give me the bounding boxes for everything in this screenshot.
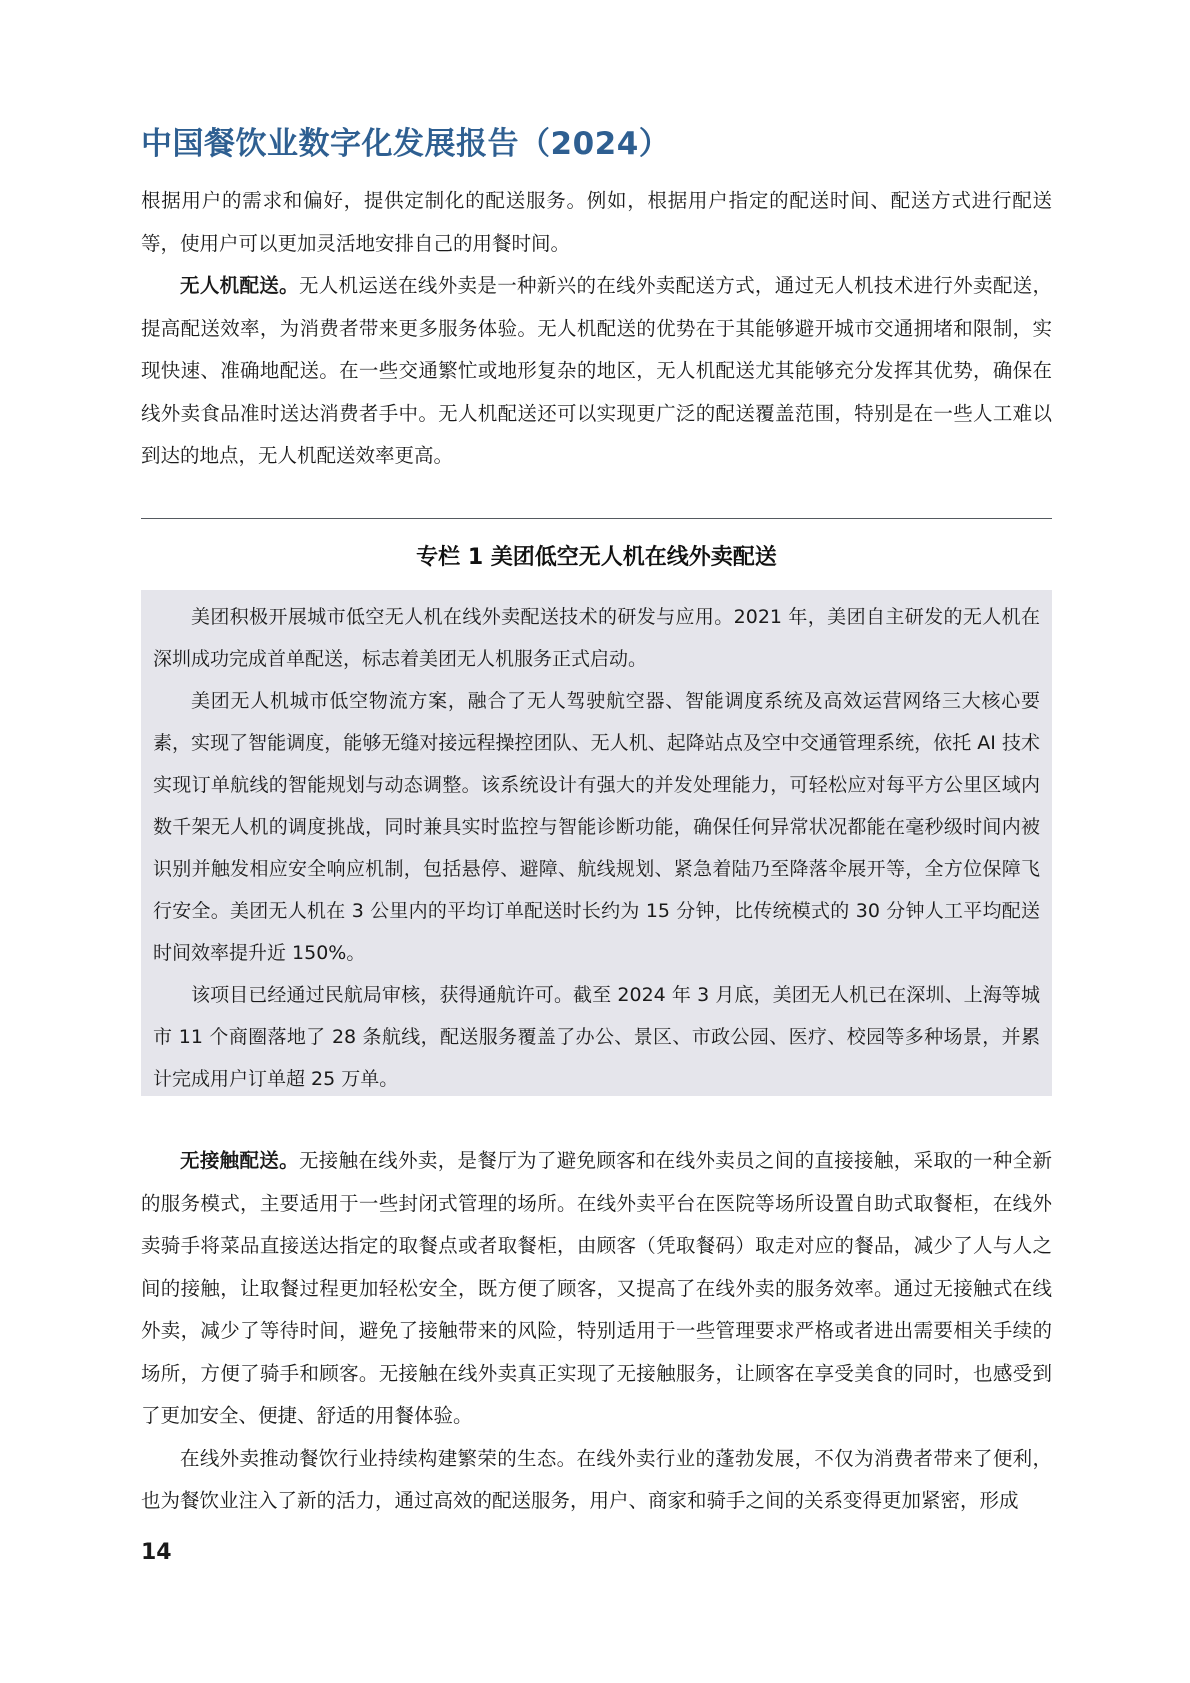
box-paragraph-1: 美团积极开展城市低空无人机在线外卖配送技术的研发与应用。2021 年，美团自主研发的无人机在深圳成功完成首单配送，标志着美团无人机服务正式启动。 bbox=[153, 606, 1040, 670]
paragraph-continuation: 根据用户的需求和偏好，提供定制化的配送服务。例如，根据用户指定的配送时间、配送方式进行配送等，使用户可以更加灵活地安排自己的用餐时间。 bbox=[141, 189, 1052, 255]
contactless-delivery-text: 无接触在线外卖，是餐厅为了避免顾客和在线外卖员之间的直接接触，采取的一种全新的服务模式，主要适用于一些封闭式管理的场所。在线外卖平台在医院等场所设置自助式取餐柜，在线外卖骑手将菜品直接送达指定的取餐点或者取餐柜，由顾客（凭取餐码）取走对应的餐品，减少了人与人之间的接触，让取餐过程更加轻松安全，既方便了顾客，又提高了在线外卖的服务效率。通过无接触式在线外卖，减少了等待时间，避免了接触带来的风险，特别适用于一些管理要求严格或者进出需要相关手续的场所，方便了骑手和顾客。无接触在线外卖真正实现了无接触服务，让顾客在享受美食的同时，也感受到了更加安全、便捷、舒适的用餐体验。 bbox=[141, 1149, 1052, 1427]
paragraph-ecosystem: 在线外卖推动餐饮行业持续构建繁荣的生态。在线外卖行业的蓬勃发展，不仅为消费者带来了便利，也为餐饮业注入了新的活力，通过高效的配送服务，用户、商家和骑手之间的关系变得更加紧密，形成 bbox=[141, 1446, 1052, 1512]
page-number: 14 bbox=[141, 1540, 172, 1565]
drone-delivery-heading: 无人机配送。 bbox=[180, 274, 299, 297]
sidebar-box-title: 专栏 1 美团低空无人机在线外卖配送 bbox=[416, 545, 777, 570]
contactless-delivery-heading: 无接触配送。 bbox=[180, 1149, 299, 1172]
sidebar-box bbox=[141, 590, 1052, 1096]
sidebar-box-top-rule bbox=[141, 518, 1052, 519]
page-header-title: 中国餐饮业数字化发展报告（2024） bbox=[141, 126, 671, 162]
paragraph-drone-delivery bbox=[141, 265, 1052, 478]
drone-delivery-text: 无人机运送在线外卖是一种新兴的在线外卖配送方式，通过无人机技术进行外卖配送，提高配送效率，为消费者带来更多服务体验。无人机配送的优势在于其能够避开城市交通拥堵和限制，实现快速、准确地配送。在一些交通繁忙或地形复杂的地区，无人机配送尤其能够充分发挥其优势，确保在线外卖食品准时送达消费者手中。无人机配送还可以实现更广泛的配送覆盖范围，特别是在一些人工难以到达的地点，无人机配送效率更高。 bbox=[141, 274, 1052, 467]
paragraph-contactless-delivery bbox=[141, 1140, 1052, 1438]
bottom-section bbox=[141, 1140, 1052, 1523]
box-paragraph-2: 美团无人机城市低空物流方案，融合了无人驾驶航空器、智能调度系统及高效运营网络三大核心要素，实现了智能调度，能够无缝对接远程操控团队、无人机、起降站点及空中交通管理系统，依托 AI 技术实现订单航线的智能规划与动态调整。该系统设计有强大的并发处理能力，可轻松应对每平方公里区域内数千架无人机的调度挑战，同时兼具实时监控与智能诊断功能，确保任何异常状况都能在毫秒级时间内被识别并触发相应安全响应机制，包括悬停、避障、航线规划、紧急着陆乃至降落伞展开等，全方位保障飞行安全。美团无人机在 3 公里内的平均订单配送时长约为 15 分钟，比传统模式的 30 分钟人工平均配送时间效率提升近 150%。 bbox=[153, 690, 1040, 964]
box-paragraph-3: 该项目已经通过民航局审核，获得通航许可。截至 2024 年 3 月底，美团无人机已在深圳、上海等城市 11 个商圈落地了 28 条航线，配送服务覆盖了办公、景区、市政公园、医疗、校园等多种场景，并累计完成用户订单超 25 万单。 bbox=[153, 984, 1040, 1090]
top-section bbox=[141, 180, 1052, 478]
